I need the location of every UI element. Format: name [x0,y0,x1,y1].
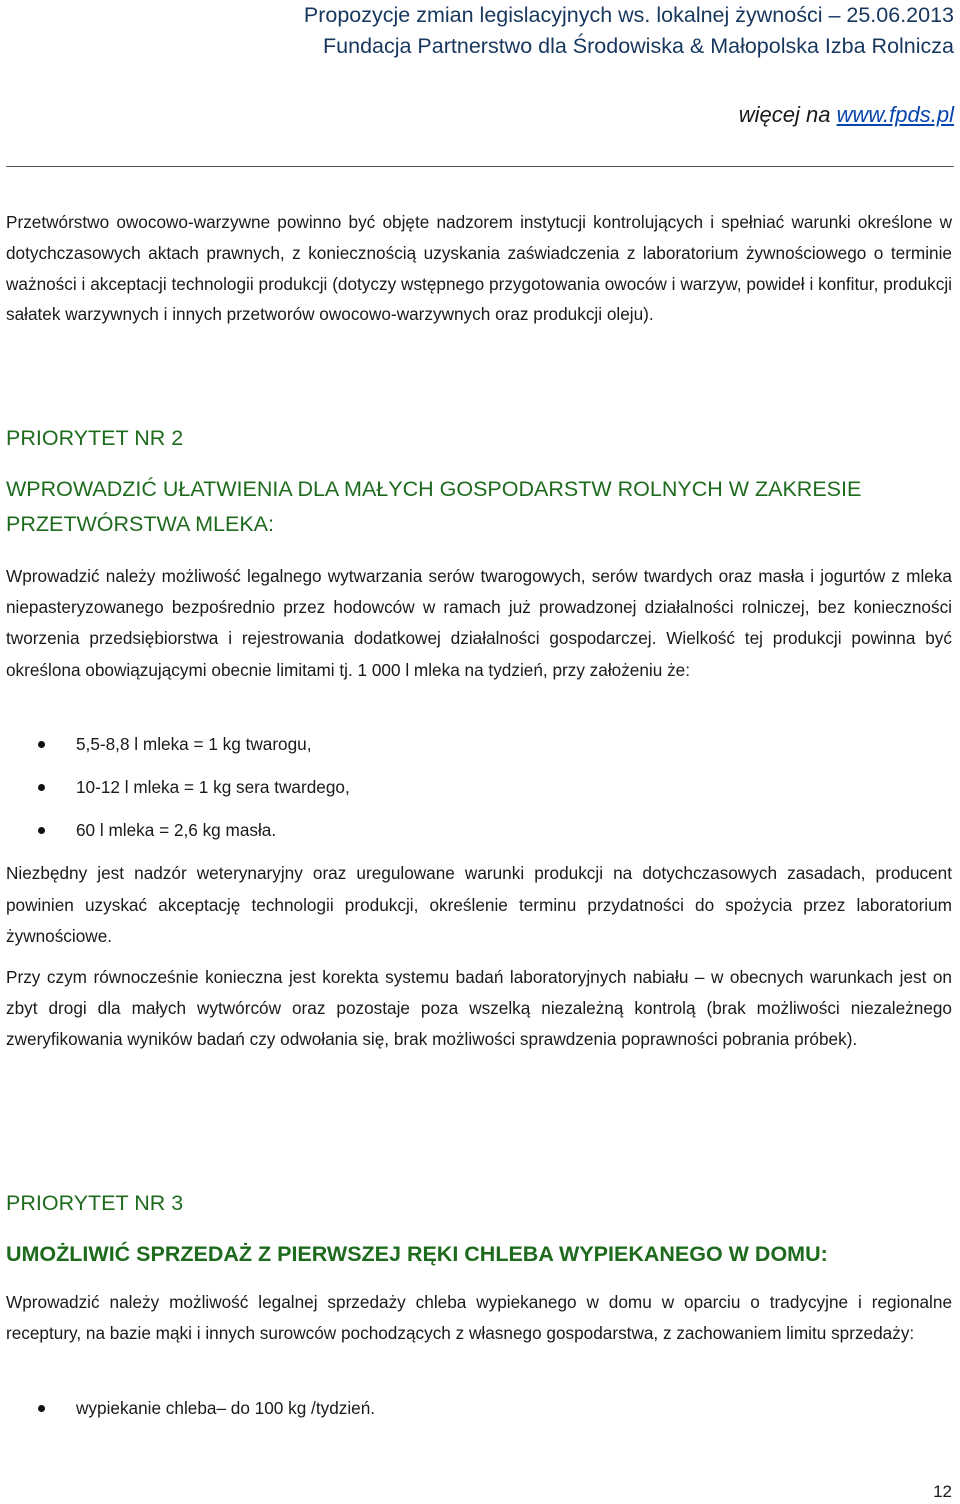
bullet-icon [38,1405,45,1412]
header-title: Propozycje zmian legislacyjnych ws. lokalnej żywności – 25.06.2013 [303,3,954,27]
website-link[interactable]: www.fpds.pl [836,102,954,127]
header-divider [6,166,954,167]
priority-2-paragraph-2: Niezbędny jest nadzór weterynaryjny oraz uregulowane warunki produkcji na dotychczasowych zasadach, producent powinien uzyskać akceptację technologii produkcji, określenie terminu przydatności do spożycia przez laboratorium żywnościowe. [6,863,952,946]
priority-3-title: UMOŻLIWIĆ SPRZEDAŻ Z PIERWSZEJ RĘKI CHLEBA WYPIEKANEGO W DOMU: [6,1242,828,1266]
list-item-text: 5,5-8,8 l mleka = 1 kg twarogu, [76,734,312,754]
priority-2-heading: PRIORYTET NR 2 [6,426,184,450]
bullet-icon [38,784,45,791]
more-prefix: więcej na [738,102,837,127]
list-item-text: 10-12 l mleka = 1 kg sera twardego, [76,777,350,797]
header-subtitle: Fundacja Partnerstwo dla Środowiska & Małopolska Izba Rolnicza [323,34,954,58]
priority-3-paragraph-1: Wprowadzić należy możliwość legalnej sprzedaży chleba wypiekanego w domu w oparciu o tradycyjne i regionalne receptury, na bazie mąki i innych surowców pochodzących z własnego gospodarstwa, z zachowaniem limitu sprzedaży: [6,1292,952,1343]
header-more-info [739,100,954,130]
bullet-icon [38,827,45,834]
priority-2-title: WPROWADZIĆ UŁATWIENIA DLA MAŁYCH GOSPODARSTW ROLNYCH W ZAKRESIE PRZETWÓRSTWA MLEKA: [6,477,862,536]
list-item-text: wypiekanie chleba– do 100 kg /tydzień. [76,1398,376,1418]
bullet-icon [38,741,45,748]
priority-3-heading: PRIORYTET NR 3 [6,1191,184,1215]
priority-2-paragraph-1: Wprowadzić należy możliwość legalnego wytwarzania serów twarogowych, serów twardych oraz masła i jogurtów z mleka niepasteryzowanego bezpośrednio przez hodowców w ramach już prowadzonej działalności rolniczej, bez konieczności tworzenia przedsiębiorstwa i rejestrowania dodatkowej działalności gospodarczej. Wielkość tej produkcji powinna być określona obowiązującymi obecnie limitami tj. 1 000 l mleka na tydzień, przy założeniu że: [6,566,952,680]
list-item-text: 60 l mleka = 2,6 kg masła. [76,820,277,840]
intro-paragraph: Przetwórstwo owocowo-warzywne powinno być objęte nadzorem instytucji kontrolujących i spełniać warunki określone w dotychczasowych aktach prawnych, z koniecznością uzyskania zaświadczenia z laboratorium żywnościowego o terminie ważności i akceptacji technologii produkcji (dotyczy wstępnego przygotowania owoców i warzyw, powideł i konfitur, produkcji sałatek warzywnych i innych przetworów owocowo-warzywnych oraz produkcji oleju). [6,212,952,325]
page-number: 12 [933,1482,952,1501]
priority-2-paragraph-3: Przy czym równocześnie konieczna jest korekta systemu badań laboratoryjnych nabiału – w obecnych warunkach jest on zbyt drogi dla małych wytwórców oraz pozostaje poza wszelką niezależną kontrolą (brak możliwości niezależnego zweryfikowania wyników badań czy odwołania się, brak możliwości sprawdzenia poprawności pobrania próbek). [6,967,952,1049]
